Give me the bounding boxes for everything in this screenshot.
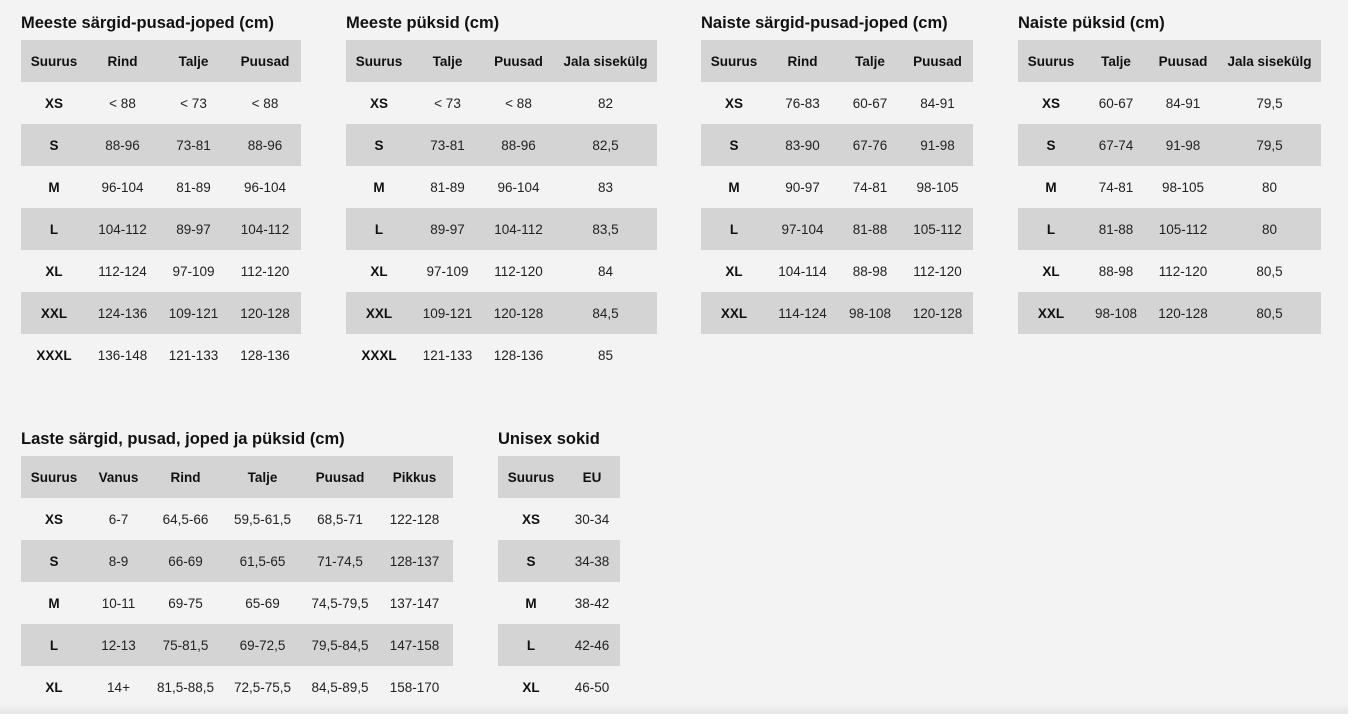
- table-row: [701, 208, 973, 250]
- table-row: [21, 582, 453, 624]
- measurement-cell: 128-136: [493, 347, 544, 363]
- measurement-cell: 85: [597, 347, 614, 363]
- socks-table: [498, 456, 620, 708]
- measurement-cell: 88-96: [229, 124, 301, 166]
- table-row: [21, 666, 453, 708]
- table-row: [21, 498, 453, 540]
- measurement-cell: 42-46: [564, 624, 620, 666]
- size-label-cell: S: [701, 124, 767, 166]
- table-row: [346, 334, 657, 376]
- column-header: Puusad: [902, 40, 973, 82]
- womens-tops-table: [701, 40, 973, 334]
- size-label-cell: XL: [45, 263, 63, 279]
- measurement-cell: 74-81: [1098, 179, 1134, 195]
- measurement-cell: 6-7: [108, 511, 129, 527]
- measurement-cell: 84: [597, 263, 614, 279]
- measurement-cell: 88-96: [87, 124, 158, 166]
- measurement-cell: 71-74,5: [304, 540, 376, 582]
- column-header: Jala sisekülg: [1218, 40, 1321, 82]
- womens-pants-table: [1018, 40, 1321, 334]
- measurement-cell: 73-81: [158, 124, 229, 166]
- measurement-cell: 147-158: [376, 624, 453, 666]
- size-label-cell: XXL: [21, 292, 87, 334]
- measurement-cell: 98-105: [916, 179, 959, 195]
- table-row: [346, 208, 657, 250]
- table-row: [21, 334, 301, 376]
- column-header: Puusad: [304, 456, 376, 498]
- size-label-cell: L: [701, 208, 767, 250]
- table-row: [346, 82, 657, 124]
- measurement-cell: 73-81: [412, 124, 483, 166]
- kids-block: [21, 422, 453, 708]
- measurement-cell: 114-124: [767, 292, 838, 334]
- measurement-cell: 81-89: [176, 179, 211, 195]
- measurement-cell: 67-76: [838, 124, 902, 166]
- measurement-cell: 80: [1261, 179, 1278, 195]
- table-row: [21, 292, 301, 334]
- measurement-cell: 109-121: [158, 292, 229, 334]
- measurement-cell: 60-67: [852, 95, 888, 111]
- table-row: [701, 124, 973, 166]
- table-row: [21, 82, 301, 124]
- measurement-cell: 121-133: [168, 347, 219, 363]
- column-header: Pikkus: [376, 456, 453, 498]
- column-header: Talje: [412, 40, 483, 82]
- size-label-cell: XXL: [701, 292, 767, 334]
- column-header: Rind: [150, 456, 221, 498]
- measurement-cell: 84-91: [920, 95, 955, 111]
- size-label-cell: XXXL: [36, 347, 72, 363]
- measurement-cell: 84,5-89,5: [311, 679, 369, 695]
- size-label-cell: S: [21, 124, 87, 166]
- measurement-cell: 112-124: [98, 263, 147, 279]
- column-header: Puusad: [1148, 40, 1218, 82]
- size-label-cell: XXL: [346, 292, 412, 334]
- measurement-cell: 128-137: [376, 540, 453, 582]
- measurement-cell: 84-91: [1165, 95, 1201, 111]
- measurement-cell: 10-11: [101, 595, 136, 611]
- measurement-cell: 81-89: [430, 179, 465, 195]
- size-label-cell: XS: [521, 511, 540, 527]
- measurement-cell: 80: [1218, 208, 1321, 250]
- size-label-cell: S: [21, 540, 87, 582]
- measurement-cell: < 73: [434, 95, 461, 111]
- measurement-cell: 90-97: [785, 179, 820, 195]
- measurement-cell: 88-98: [852, 263, 888, 279]
- size-label-cell: L: [498, 624, 564, 666]
- column-header: Suurus: [701, 40, 767, 82]
- size-label-cell: S: [346, 124, 412, 166]
- size-label-cell: S: [1018, 124, 1084, 166]
- measurement-cell: 82,5: [554, 124, 657, 166]
- table-row: [1018, 208, 1321, 250]
- socks-title: Unisex sokid: [498, 430, 600, 448]
- column-header: Talje: [1084, 40, 1148, 82]
- size-label-cell: XS: [1041, 95, 1060, 111]
- size-label-cell: XL: [725, 263, 743, 279]
- measurement-cell: 80,5: [1218, 292, 1321, 334]
- measurement-cell: 75-81,5: [150, 624, 221, 666]
- table-header-row: [498, 456, 620, 498]
- womens-tops-block: [701, 6, 973, 334]
- measurement-cell: 74,5-79,5: [311, 595, 369, 611]
- measurement-cell: < 73: [180, 95, 207, 111]
- womens-pants-title: Naiste püksid (cm): [1018, 14, 1165, 32]
- measurement-cell: 30-34: [574, 511, 610, 527]
- measurement-cell: 14+: [107, 679, 130, 695]
- measurement-cell: 120-128: [483, 292, 554, 334]
- table-row: [346, 166, 657, 208]
- measurement-cell: 74-81: [852, 179, 888, 195]
- measurement-cell: 64,5-66: [162, 511, 209, 527]
- measurement-cell: 104-112: [229, 208, 301, 250]
- measurement-cell: 104-112: [483, 208, 554, 250]
- measurement-cell: 72,5-75,5: [233, 679, 292, 695]
- size-label-cell: M: [48, 595, 60, 611]
- measurement-cell: 79,5: [1256, 95, 1283, 111]
- column-header: Rind: [87, 40, 158, 82]
- column-header: Talje: [158, 40, 229, 82]
- measurement-cell: 91-98: [1148, 124, 1218, 166]
- measurement-cell: 34-38: [564, 540, 620, 582]
- column-header: Puusad: [483, 40, 554, 82]
- measurement-cell: 60-67: [1098, 95, 1134, 111]
- measurement-cell: 76-83: [785, 95, 820, 111]
- size-label-cell: XS: [44, 511, 63, 527]
- table-header-row: [1018, 40, 1321, 82]
- table-row: [498, 582, 620, 624]
- table-header-row: [21, 456, 453, 498]
- measurement-cell: 67-74: [1084, 124, 1148, 166]
- measurement-cell: 83,5: [554, 208, 657, 250]
- size-label-cell: XL: [1042, 263, 1060, 279]
- mens-tops-block: [21, 6, 301, 376]
- table-row: [701, 166, 973, 208]
- measurement-cell: 120-128: [229, 292, 301, 334]
- mens-tops-table: [21, 40, 301, 376]
- size-label-cell: XS: [724, 95, 743, 111]
- mens-pants-table: [346, 40, 657, 376]
- measurement-cell: 98-105: [1161, 179, 1205, 195]
- measurement-cell: 158-170: [389, 679, 440, 695]
- measurement-cell: 84,5: [554, 292, 657, 334]
- womens-tops-title: Naiste särgid-pusad-joped (cm): [701, 14, 948, 32]
- measurement-cell: 121-133: [422, 347, 473, 363]
- measurement-cell: 80,5: [1256, 263, 1283, 279]
- measurement-cell: 69-75: [168, 595, 203, 611]
- size-label-cell: S: [498, 540, 564, 582]
- column-header: Vanus: [87, 456, 150, 498]
- measurement-cell: 96-104: [497, 179, 540, 195]
- measurement-cell: 136-148: [97, 347, 148, 363]
- measurement-cell: 122-128: [389, 511, 440, 527]
- table-row: [498, 624, 620, 666]
- column-header: Suurus: [498, 456, 564, 498]
- size-label-cell: XL: [45, 679, 63, 695]
- column-header: Talje: [221, 456, 304, 498]
- measurement-cell: 98-108: [1084, 292, 1148, 334]
- table-header-row: [346, 40, 657, 82]
- size-label-cell: XXL: [1018, 292, 1084, 334]
- measurement-cell: 89-97: [412, 208, 483, 250]
- table-row: [346, 292, 657, 334]
- measurement-cell: 46-50: [574, 679, 610, 695]
- measurement-cell: 96-104: [243, 179, 287, 195]
- measurement-cell: 112-120: [1158, 263, 1208, 279]
- measurement-cell: 104-112: [87, 208, 158, 250]
- measurement-cell: 120-128: [1148, 292, 1218, 334]
- measurement-cell: 79,5: [1218, 124, 1321, 166]
- table-row: [21, 540, 453, 582]
- size-label-cell: M: [373, 179, 385, 195]
- column-header: Jala sisekülg: [554, 40, 657, 82]
- measurement-cell: 8-9: [87, 540, 150, 582]
- measurement-cell: 137-147: [389, 595, 440, 611]
- measurement-cell: 112-120: [240, 263, 290, 279]
- size-label-cell: M: [525, 595, 537, 611]
- measurement-cell: 61,5-65: [221, 540, 304, 582]
- measurement-cell: 89-97: [158, 208, 229, 250]
- measurement-cell: < 88: [109, 95, 136, 111]
- column-header: Puusad: [229, 40, 301, 82]
- measurement-cell: 97-104: [767, 208, 838, 250]
- table-row: [346, 124, 657, 166]
- table-header-row: [21, 40, 301, 82]
- size-label-cell: M: [48, 179, 60, 195]
- table-row: [21, 624, 453, 666]
- measurement-cell: 97-109: [172, 263, 215, 279]
- size-label-cell: XL: [370, 263, 388, 279]
- measurement-cell: 83-90: [767, 124, 838, 166]
- measurement-cell: < 88: [251, 95, 279, 111]
- measurement-cell: 120-128: [902, 292, 973, 334]
- column-header: Rind: [767, 40, 838, 82]
- size-label-cell: L: [1018, 208, 1084, 250]
- measurement-cell: 69-72,5: [221, 624, 304, 666]
- kids-table: [21, 456, 453, 708]
- table-row: [701, 250, 973, 292]
- table-header-row: [701, 40, 973, 82]
- size-label-cell: XL: [522, 679, 540, 695]
- column-header: Suurus: [346, 40, 412, 82]
- table-row: [1018, 250, 1321, 292]
- measurement-cell: 104-114: [778, 263, 827, 279]
- measurement-cell: 81-88: [1084, 208, 1148, 250]
- column-header: Talje: [838, 40, 902, 82]
- size-label-cell: L: [346, 208, 412, 250]
- measurement-cell: 59,5-61,5: [233, 511, 292, 527]
- table-row: [1018, 166, 1321, 208]
- table-row: [498, 666, 620, 708]
- table-row: [346, 250, 657, 292]
- socks-block: [498, 422, 620, 708]
- table-row: [1018, 124, 1321, 166]
- table-row: [21, 208, 301, 250]
- measurement-cell: 128-136: [240, 347, 290, 363]
- measurement-cell: 105-112: [902, 208, 973, 250]
- mens-pants-title: Meeste püksid (cm): [346, 14, 500, 32]
- measurement-cell: 68,5-71: [317, 511, 363, 527]
- table-row: [498, 498, 620, 540]
- table-row: [21, 166, 301, 208]
- measurement-cell: 124-136: [87, 292, 158, 334]
- mens-pants-block: [346, 6, 657, 376]
- measurement-cell: 88-96: [483, 124, 554, 166]
- measurement-cell: < 88: [505, 95, 532, 111]
- table-row: [701, 292, 973, 334]
- table-row: [701, 82, 973, 124]
- size-label-cell: XS: [369, 95, 388, 111]
- table-row: [1018, 82, 1321, 124]
- measurement-cell: 88-98: [1098, 263, 1134, 279]
- measurement-cell: 82: [597, 95, 614, 111]
- size-label-cell: M: [728, 179, 740, 195]
- kids-title: Laste särgid, pusad, joped ja püksid (cm): [21, 430, 345, 448]
- measurement-cell: 38-42: [574, 595, 610, 611]
- size-label-cell: XXXL: [361, 347, 397, 363]
- measurement-cell: 98-108: [838, 292, 902, 334]
- column-header: Suurus: [21, 456, 87, 498]
- size-label-cell: L: [21, 208, 87, 250]
- measurement-cell: 12-13: [87, 624, 150, 666]
- size-label-cell: XS: [44, 95, 63, 111]
- measurement-cell: 96-104: [101, 179, 144, 195]
- measurement-cell: 81-88: [838, 208, 902, 250]
- table-row: [21, 250, 301, 292]
- measurement-cell: 66-69: [150, 540, 221, 582]
- measurement-cell: 91-98: [902, 124, 973, 166]
- column-header: EU: [564, 456, 620, 498]
- measurement-cell: 112-120: [494, 263, 543, 279]
- measurement-cell: 81,5-88,5: [156, 679, 215, 695]
- table-row: [1018, 292, 1321, 334]
- size-label-cell: M: [1045, 179, 1057, 195]
- mens-tops-title: Meeste särgid-pusad-joped (cm): [21, 14, 275, 32]
- measurement-cell: 65-69: [245, 595, 280, 611]
- table-row: [21, 124, 301, 166]
- measurement-cell: 79,5-84,5: [304, 624, 376, 666]
- measurement-cell: 109-121: [412, 292, 483, 334]
- measurement-cell: 97-109: [426, 263, 469, 279]
- column-header: Suurus: [1018, 40, 1084, 82]
- measurement-cell: 83: [597, 179, 614, 195]
- column-header: Suurus: [21, 40, 87, 82]
- size-label-cell: L: [21, 624, 87, 666]
- womens-pants-block: [1018, 6, 1321, 334]
- measurement-cell: 112-120: [913, 263, 962, 279]
- measurement-cell: 105-112: [1148, 208, 1218, 250]
- table-row: [498, 540, 620, 582]
